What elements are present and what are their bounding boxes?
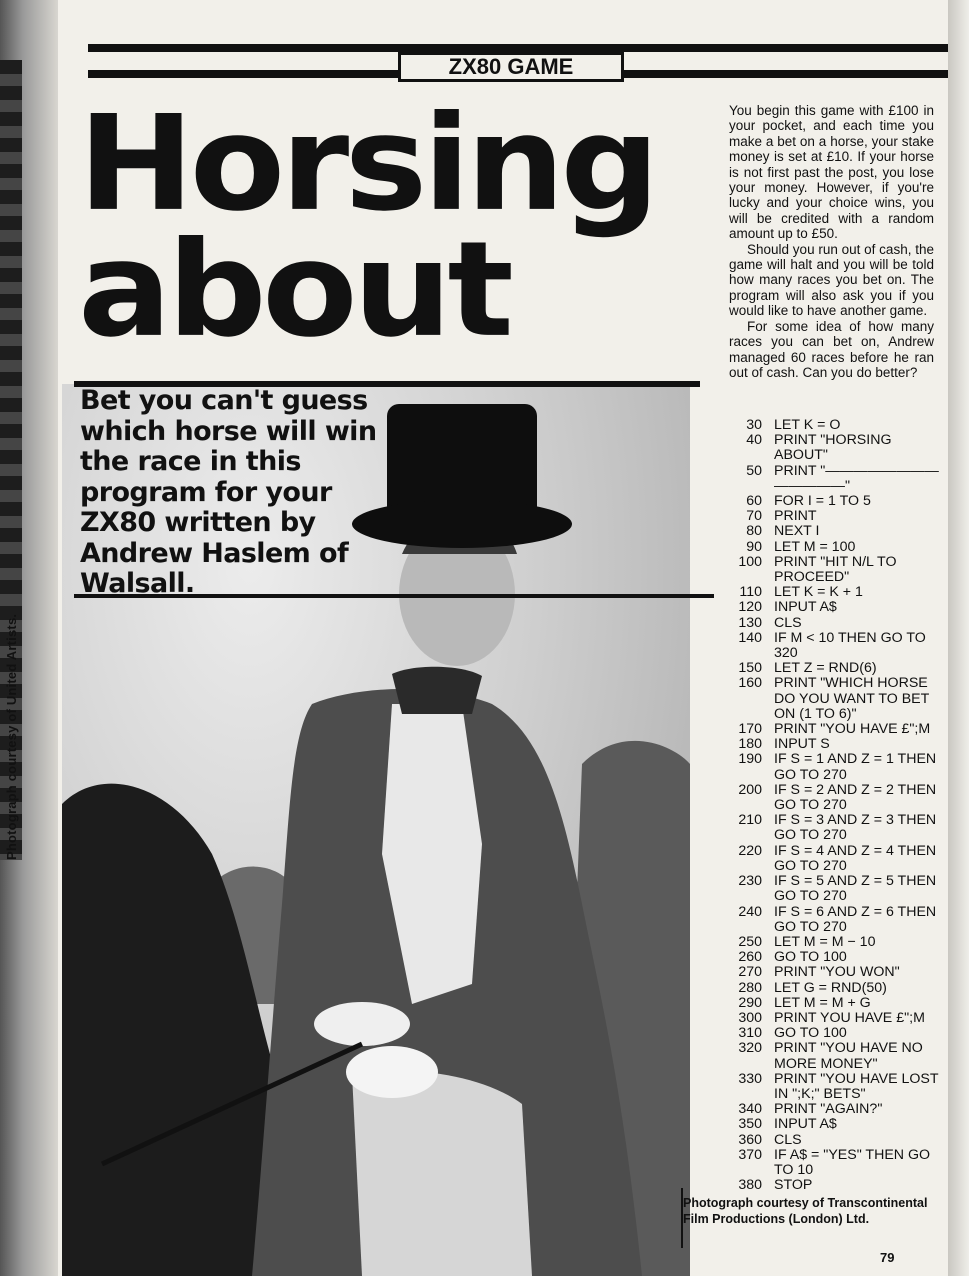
code-statement: LET Z = RND(6) — [774, 660, 877, 677]
code-statement: PRINT "———————— —————" — [774, 462, 943, 494]
code-statement: GO TO 100 — [774, 949, 847, 966]
code-statement: INPUT A$ — [774, 1116, 837, 1133]
line-number: 40 — [746, 432, 762, 449]
line-number: 350 — [738, 1116, 762, 1133]
line-number: 260 — [738, 949, 762, 966]
line-number: 280 — [738, 979, 762, 996]
photo-credit: Photograph courtesy of Transcontinental Film Productions (London) Ltd. — [683, 1196, 928, 1226]
line-number: 100 — [738, 553, 762, 570]
line-number: 320 — [738, 1040, 762, 1057]
listing-row — [712, 616, 942, 631]
listing-row — [712, 935, 942, 950]
listing-row — [712, 737, 942, 752]
listing-row — [712, 524, 942, 539]
code-statement: PRINT "AGAIN?" — [774, 1101, 883, 1118]
header-rule-top — [88, 44, 948, 52]
listing-row — [712, 752, 942, 782]
code-statement: IF M < 10 THEN GO TO 320 — [774, 629, 930, 662]
side-photo-credit: Photograph courtesy of United Artists. — [4, 613, 19, 860]
listing-row — [712, 783, 942, 813]
intro-paragraph: For some idea of how many races you can bet on, Andrew managed 60 races before he ran out of cash. Can you do better? — [729, 318, 934, 380]
listing-row — [712, 676, 942, 722]
line-number: 150 — [738, 660, 762, 677]
code-statement: LET G = RND(50) — [774, 979, 887, 996]
line-number: 310 — [738, 1025, 762, 1042]
line-number: 90 — [746, 538, 762, 555]
listing-row — [712, 585, 942, 600]
line-number: 330 — [738, 1070, 762, 1087]
code-statement: STOP — [774, 1177, 813, 1194]
listing-row — [712, 1041, 942, 1071]
listing-row — [712, 631, 942, 661]
code-statement: IF S = 4 AND Z = 4 THEN GO TO 270 — [774, 842, 941, 874]
listing-row — [712, 874, 942, 904]
line-number: 180 — [738, 736, 762, 753]
line-number: 210 — [738, 812, 762, 829]
code-statement: IF S = 1 AND Z = 1 THEN GO TO 270 — [774, 751, 941, 783]
line-number: 140 — [738, 629, 762, 646]
code-statement: INPUT A$ — [774, 599, 837, 616]
listing-row — [712, 600, 942, 615]
listing-row — [712, 1072, 942, 1102]
listing-row — [712, 1133, 942, 1148]
code-statement: IF S = 2 AND Z = 2 THEN GO TO 270 — [774, 781, 941, 814]
listing-row — [712, 464, 942, 494]
listing-row — [712, 1011, 942, 1026]
line-number: 380 — [738, 1177, 762, 1194]
intro-paragraph: You begin this game with £100 in your pocket, and each time you make a bet on a horse, your stake money is set at £10. If your horse is not first past the post, you lose your money. However, if you're lucky and your choice wins, you will be credited with a random amount up to £50. — [729, 103, 934, 242]
listing-row — [712, 555, 942, 585]
listing-row — [712, 540, 942, 555]
line-number: 60 — [746, 493, 762, 510]
line-number: 360 — [738, 1131, 762, 1148]
page-edge — [948, 0, 969, 1276]
code-statement: LET K = O — [774, 417, 841, 433]
line-number: 240 — [738, 903, 762, 920]
listing-row — [712, 965, 942, 980]
listing-row — [712, 661, 942, 676]
line-number: 270 — [738, 964, 762, 981]
line-number: 220 — [738, 842, 762, 859]
line-number: 200 — [738, 781, 762, 798]
code-statement: CLS — [774, 614, 802, 631]
listing-row — [712, 1026, 942, 1041]
listing-row — [712, 494, 942, 509]
code-statement: IF A$ = "YES" THEN GO TO 10 — [774, 1146, 934, 1178]
listing-row — [712, 433, 942, 463]
headline-line-2: about — [78, 214, 510, 367]
line-number: 170 — [738, 721, 762, 738]
listing-row — [712, 981, 942, 996]
code-statement: FOR I = 1 TO 5 — [774, 493, 871, 510]
line-number: 30 — [746, 417, 762, 433]
code-statement: PRINT "HIT N/L TO PROCEED" — [774, 553, 901, 586]
code-statement: LET M = 100 — [774, 538, 856, 555]
line-number: 250 — [738, 933, 762, 950]
line-number: 160 — [738, 675, 762, 692]
line-number: 340 — [738, 1101, 762, 1118]
listing-row — [712, 418, 942, 433]
code-statement: PRINT "YOU WON" — [774, 964, 900, 981]
code-statement: PRINT — [774, 508, 817, 525]
listing-row — [712, 1117, 942, 1132]
line-number: 50 — [746, 462, 762, 479]
listing-row — [712, 722, 942, 737]
page-number: 79 — [880, 1250, 895, 1265]
code-statement: IF S = 6 AND Z = 6 THEN GO TO 270 — [774, 903, 941, 935]
headline-line-1: Horsing — [78, 88, 656, 241]
line-number: 80 — [746, 523, 762, 540]
listing-row — [712, 813, 942, 843]
line-number: 130 — [738, 614, 762, 631]
line-number: 190 — [738, 751, 762, 768]
code-statement: PRINT "YOU HAVE LOST IN ";K;" BETS" — [774, 1070, 943, 1102]
line-number: 70 — [746, 508, 762, 525]
code-statement: NEXT I — [774, 523, 820, 540]
code-statement: CLS — [774, 1131, 802, 1148]
code-statement: PRINT "HORSING ABOUT" — [774, 432, 895, 464]
listing-row — [712, 950, 942, 965]
code-statement: LET M = M − 10 — [774, 933, 876, 950]
code-statement: LET M = M + G — [774, 994, 871, 1011]
code-statement: IF S = 3 AND Z = 3 THEN GO TO 270 — [774, 812, 941, 844]
code-statement: PRINT YOU HAVE £";M — [774, 1009, 925, 1026]
code-statement: PRINT "WHICH HORSE DO YOU WANT TO BET ON (1 TO 6)" — [774, 675, 933, 722]
listing-row — [712, 1178, 942, 1193]
code-statement: LET K = K + 1 — [774, 584, 863, 601]
listing-row — [712, 844, 942, 874]
line-number: 290 — [738, 994, 762, 1011]
intro-paragraph: Should you run out of cash, the game will halt and you will be told how many races you bet on. The program will also ask you if you would like to have another game. — [729, 241, 934, 319]
code-statement: PRINT "YOU HAVE £";M — [774, 721, 931, 738]
code-statement: PRINT "YOU HAVE NO MORE MONEY" — [774, 1040, 927, 1072]
program-listing — [712, 418, 942, 1193]
listing-row — [712, 509, 942, 524]
code-statement: GO TO 100 — [774, 1025, 847, 1042]
line-number: 230 — [738, 873, 762, 890]
listing-row — [712, 905, 942, 935]
code-statement: INPUT S — [774, 736, 830, 753]
standfirst: Bet you can't guess which horse will win the race in this program for your ZX80 written by Andrew Haslem of Walsall. — [80, 385, 377, 599]
line-number: 110 — [739, 584, 762, 601]
listing-row — [712, 996, 942, 1011]
section-tag: ZX80 GAME — [398, 52, 624, 82]
line-number: 120 — [738, 599, 762, 616]
line-number: 300 — [738, 1009, 762, 1026]
line-number: 370 — [738, 1146, 762, 1163]
listing-row — [712, 1148, 942, 1178]
intro-text — [729, 103, 934, 380]
listing-row — [712, 1102, 942, 1117]
code-statement: IF S = 5 AND Z = 5 THEN GO TO 270 — [774, 873, 941, 905]
